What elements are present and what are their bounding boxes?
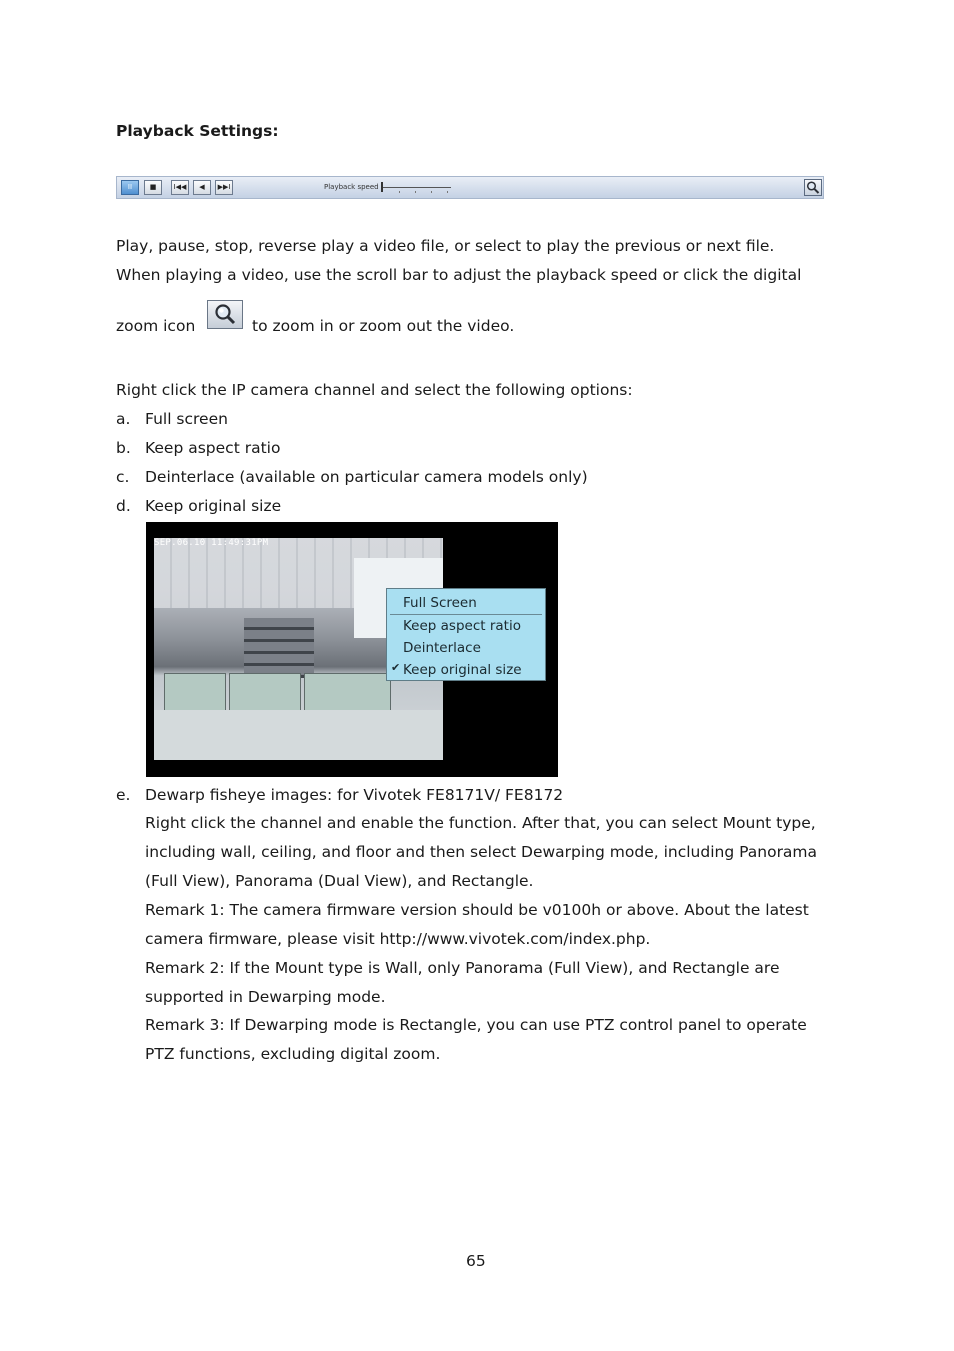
menu-separator bbox=[390, 614, 542, 615]
magnifier-icon bbox=[208, 301, 242, 328]
playback-speed-slider[interactable] bbox=[381, 187, 451, 188]
paragraph-line: camera firmware, please visit http://www.vivotek.com/index.php. bbox=[145, 930, 651, 948]
paragraph-line: When playing a video, use the scroll bar to adjust the playback speed or click the digital bbox=[116, 266, 802, 284]
slider-tick bbox=[399, 191, 400, 193]
next-file-button[interactable]: ▶▶I bbox=[215, 180, 233, 195]
slider-tick bbox=[415, 191, 416, 193]
paragraph-line: Remark 1: The camera firmware version should be v0100h or above. About the latest bbox=[145, 901, 809, 919]
menu-item-full-screen[interactable]: Full Screen bbox=[403, 595, 477, 611]
magnifier-icon bbox=[805, 180, 821, 195]
playback-speed-thumb[interactable] bbox=[381, 182, 383, 192]
paragraph-line: including wall, ceiling, and floor and then select Dewarping mode, including Panorama bbox=[145, 843, 818, 861]
list-item: Dewarp fisheye images: for Vivotek FE8171V/ FE8172 bbox=[145, 786, 564, 804]
slider-tick bbox=[447, 191, 448, 193]
channel-context-menu bbox=[386, 588, 546, 681]
zoom-icon-illustration bbox=[207, 300, 243, 329]
paragraph-line: zoom icon bbox=[116, 317, 196, 335]
camera-channel-screenshot bbox=[146, 522, 558, 777]
paragraph-line: Remark 2: If the Mount type is Wall, only Panorama (Full View), and Rectangle are bbox=[145, 959, 780, 977]
list-marker: b. bbox=[116, 439, 131, 457]
playback-toolbar bbox=[116, 176, 824, 199]
menu-item-keep-original-size[interactable]: Keep original size bbox=[403, 662, 522, 678]
camera-timestamp: SEP.06.10 11:49:31PM bbox=[154, 538, 269, 548]
list-item: Keep aspect ratio bbox=[145, 439, 281, 457]
page-number: 65 bbox=[466, 1252, 486, 1270]
playback-speed-label: Playback speed bbox=[324, 183, 379, 191]
paragraph-line: Right click the channel and enable the function. After that, you can select Mount type, bbox=[145, 814, 816, 832]
paragraph-line: (Full View), Panorama (Dual View), and Rectangle. bbox=[145, 872, 534, 890]
pause-button[interactable]: II bbox=[121, 180, 139, 195]
list-item: Full screen bbox=[145, 410, 228, 428]
list-item: Deinterlace (available on particular camera models only) bbox=[145, 468, 588, 486]
reverse-play-button[interactable]: ◀ bbox=[193, 180, 211, 195]
list-marker: e. bbox=[116, 786, 131, 804]
paragraph-line: Play, pause, stop, reverse play a video file, or select to play the previous or next file. bbox=[116, 237, 775, 255]
list-marker: a. bbox=[116, 410, 131, 428]
section-heading: Playback Settings: bbox=[116, 122, 279, 140]
paragraph-line: to zoom in or zoom out the video. bbox=[252, 317, 515, 335]
checkmark-icon: ✔ bbox=[391, 661, 401, 674]
slider-tick bbox=[431, 191, 432, 193]
list-marker: d. bbox=[116, 497, 131, 515]
previous-file-button[interactable]: I◀◀ bbox=[171, 180, 189, 195]
office-desk bbox=[154, 710, 443, 760]
paragraph-line: Remark 3: If Dewarping mode is Rectangle, you can use PTZ control panel to operate bbox=[145, 1016, 807, 1034]
paragraph-line: PTZ functions, excluding digital zoom. bbox=[145, 1045, 441, 1063]
menu-item-keep-aspect-ratio[interactable]: Keep aspect ratio bbox=[403, 618, 521, 634]
stop-button[interactable]: ■ bbox=[144, 180, 162, 195]
office-shelf bbox=[244, 618, 314, 678]
paragraph-line: supported in Dewarping mode. bbox=[145, 988, 386, 1006]
options-intro: Right click the IP camera channel and select the following options: bbox=[116, 381, 633, 399]
list-marker: c. bbox=[116, 468, 130, 486]
menu-item-deinterlace[interactable]: Deinterlace bbox=[403, 640, 481, 656]
digital-zoom-button[interactable] bbox=[804, 179, 822, 196]
list-item: Keep original size bbox=[145, 497, 282, 515]
